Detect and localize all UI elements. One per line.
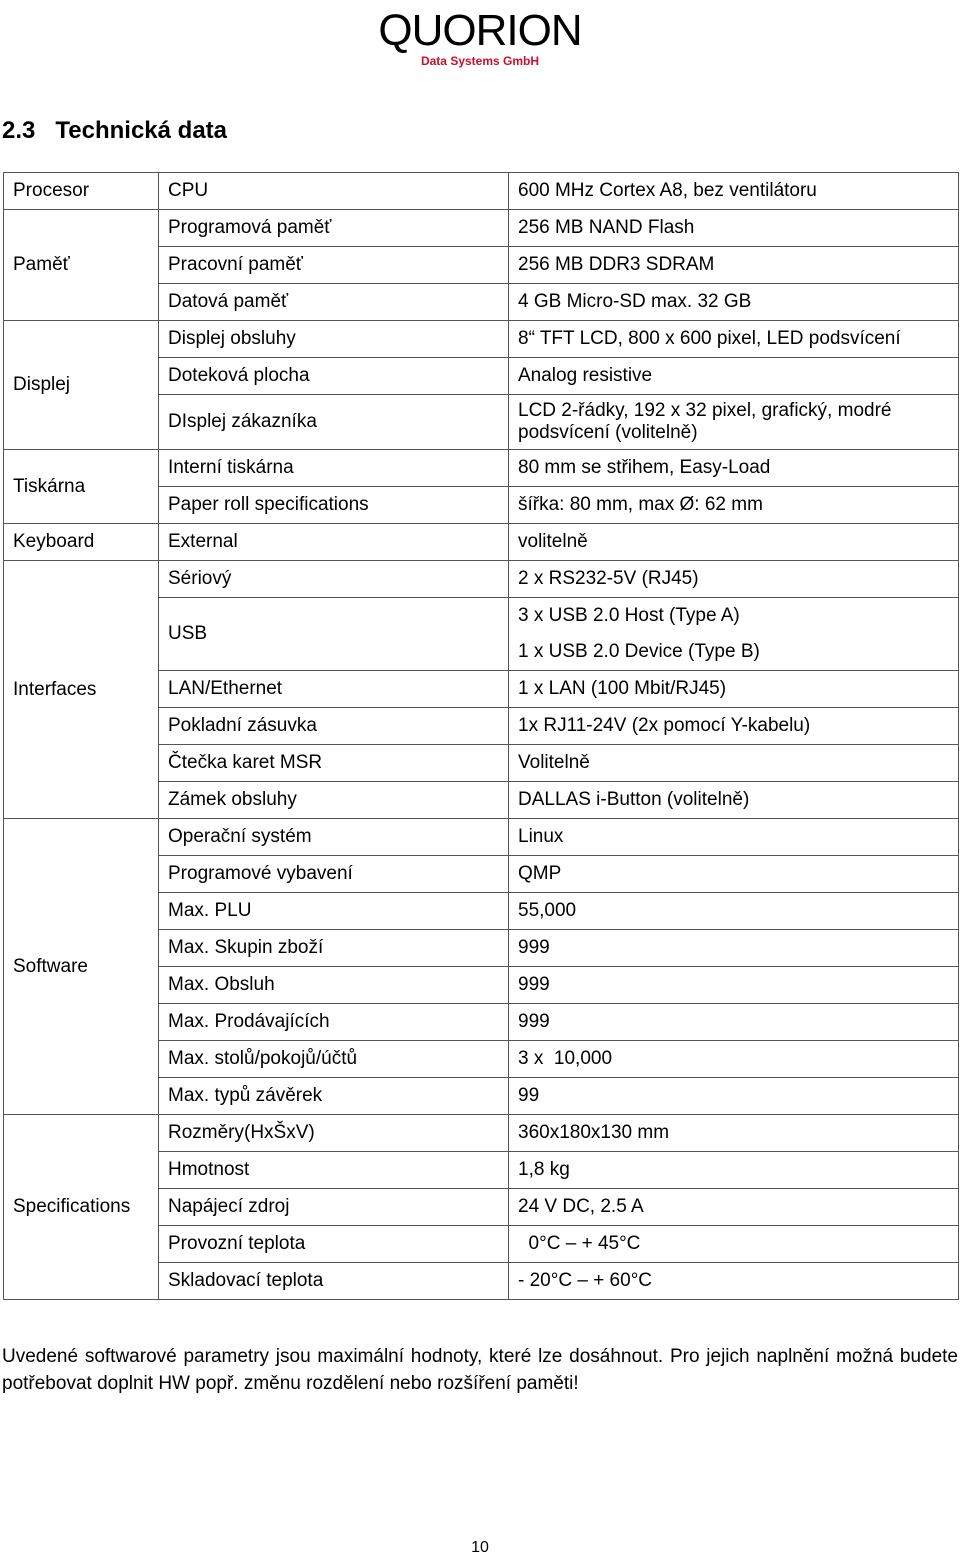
value-cell: 4 GB Micro-SD max. 32 GB (509, 284, 959, 321)
group-cell: Tiskárna (4, 450, 159, 524)
value-cell: Volitelně (509, 745, 959, 782)
table-row (4, 1115, 959, 1152)
item-cell: Max. typů závěrek (159, 1078, 509, 1115)
value-cell: 1x RJ11-24V (2x pomocí Y-kabelu) (509, 708, 959, 745)
value-cell: 600 MHz Cortex A8, bez ventilátoru (509, 173, 959, 210)
item-cell: Doteková plocha (159, 358, 509, 395)
value-cell: 3 x 10,000 (509, 1041, 959, 1078)
item-cell: Max. PLU (159, 893, 509, 930)
item-cell: Skladovací teplota (159, 1263, 509, 1300)
table-row (4, 321, 959, 358)
table-row (4, 173, 959, 210)
group-cell: Specifications (4, 1115, 159, 1300)
value-cell: Analog resistive (509, 358, 959, 395)
value-cell: 24 V DC, 2.5 A (509, 1189, 959, 1226)
value-cell: QMP (509, 856, 959, 893)
section-title: Technická data (55, 117, 228, 144)
value-cell: 3 x USB 2.0 Host (Type A) (509, 598, 959, 635)
value-cell: 80 mm se střihem, Easy-Load (509, 450, 959, 487)
group-cell: Displej (4, 321, 159, 450)
item-cell: External (159, 524, 509, 561)
section-heading (2, 114, 227, 148)
group-cell: Software (4, 819, 159, 1115)
value-cell: 8“ TFT LCD, 800 x 600 pixel, LED podsvícení (509, 321, 959, 358)
item-cell: Hmotnost (159, 1152, 509, 1189)
item-cell: DIsplej zákazníka (159, 395, 509, 450)
item-cell: Čtečka karet MSR (159, 745, 509, 782)
item-cell: Programové vybavení (159, 856, 509, 893)
logo-subtitle: Data Systems GmbH (420, 54, 540, 68)
value-cell: 2 x RS232-5V (RJ45) (509, 561, 959, 598)
value-cell: 1 x LAN (100 Mbit/RJ45) (509, 671, 959, 708)
item-cell: Displej obsluhy (159, 321, 509, 358)
group-cell: Procesor (4, 173, 159, 210)
item-cell: Interní tiskárna (159, 450, 509, 487)
item-cell: Programová paměť (159, 210, 509, 247)
value-cell: volitelně (509, 524, 959, 561)
item-cell: Pracovní paměť (159, 247, 509, 284)
value-cell: šířka: 80 mm, max Ø: 62 mm (509, 487, 959, 524)
item-cell: Max. Obsluh (159, 967, 509, 1004)
item-cell: USB (159, 598, 509, 671)
value-cell: Linux (509, 819, 959, 856)
item-cell: Paper roll specifications (159, 487, 509, 524)
value-cell: 256 MB DDR3 SDRAM (509, 247, 959, 284)
group-cell: Paměť (4, 210, 159, 321)
section-number: 2.3 (2, 117, 36, 144)
table-row (4, 450, 959, 487)
item-cell: Rozměry(HxŠxV) (159, 1115, 509, 1152)
value-cell: DALLAS i-Button (volitelně) (509, 782, 959, 819)
item-cell: Max. Skupin zboží (159, 930, 509, 967)
value-cell: 99 (509, 1078, 959, 1115)
item-cell: Operační systém (159, 819, 509, 856)
item-cell: Zámek obsluhy (159, 782, 509, 819)
value-cell: 0°C – + 45°C (509, 1226, 959, 1263)
value-cell: 360x180x130 mm (509, 1115, 959, 1152)
item-cell: Pokladní zásuvka (159, 708, 509, 745)
value-cell: 1,8 kg (509, 1152, 959, 1189)
table-row (4, 210, 959, 247)
logo-wordmark: QUORION (378, 6, 582, 55)
item-cell: Provozní teplota (159, 1226, 509, 1263)
value-cell: 999 (509, 967, 959, 1004)
table-row (4, 819, 959, 856)
value-cell: 256 MB NAND Flash (509, 210, 959, 247)
table-row (4, 561, 959, 598)
value-cell: 999 (509, 930, 959, 967)
value-cell: - 20°C – + 60°C (509, 1263, 959, 1300)
group-cell: Interfaces (4, 561, 159, 819)
item-cell: Datová paměť (159, 284, 509, 321)
item-cell: Max. stolů/pokojů/účtů (159, 1041, 509, 1078)
item-cell: CPU (159, 173, 509, 210)
group-cell: Keyboard (4, 524, 159, 561)
value-cell: LCD 2-řádky, 192 x 32 pixel, grafický, modré podsvícení (volitelně) (509, 395, 959, 450)
item-cell: Sériový (159, 561, 509, 598)
item-cell: LAN/Ethernet (159, 671, 509, 708)
value-cell: 1 x USB 2.0 Device (Type B) (509, 634, 959, 671)
table-row (4, 524, 959, 561)
item-cell: Napájecí zdroj (159, 1189, 509, 1226)
spec-table (3, 172, 959, 1300)
value-cell: 55,000 (509, 893, 959, 930)
company-logo (366, 4, 594, 68)
value-cell: 999 (509, 1004, 959, 1041)
item-cell: Max. Prodávajících (159, 1004, 509, 1041)
footnote: Uvedené softwarové parametry jsou maximální hodnoty, které lze dosáhnout. Pro jejich naplnění možná budete potřebovat doplnit HW popř. změnu rozdělení nebo rozšíření paměti! (2, 1346, 958, 1394)
page-number: 10 (471, 1539, 489, 1556)
